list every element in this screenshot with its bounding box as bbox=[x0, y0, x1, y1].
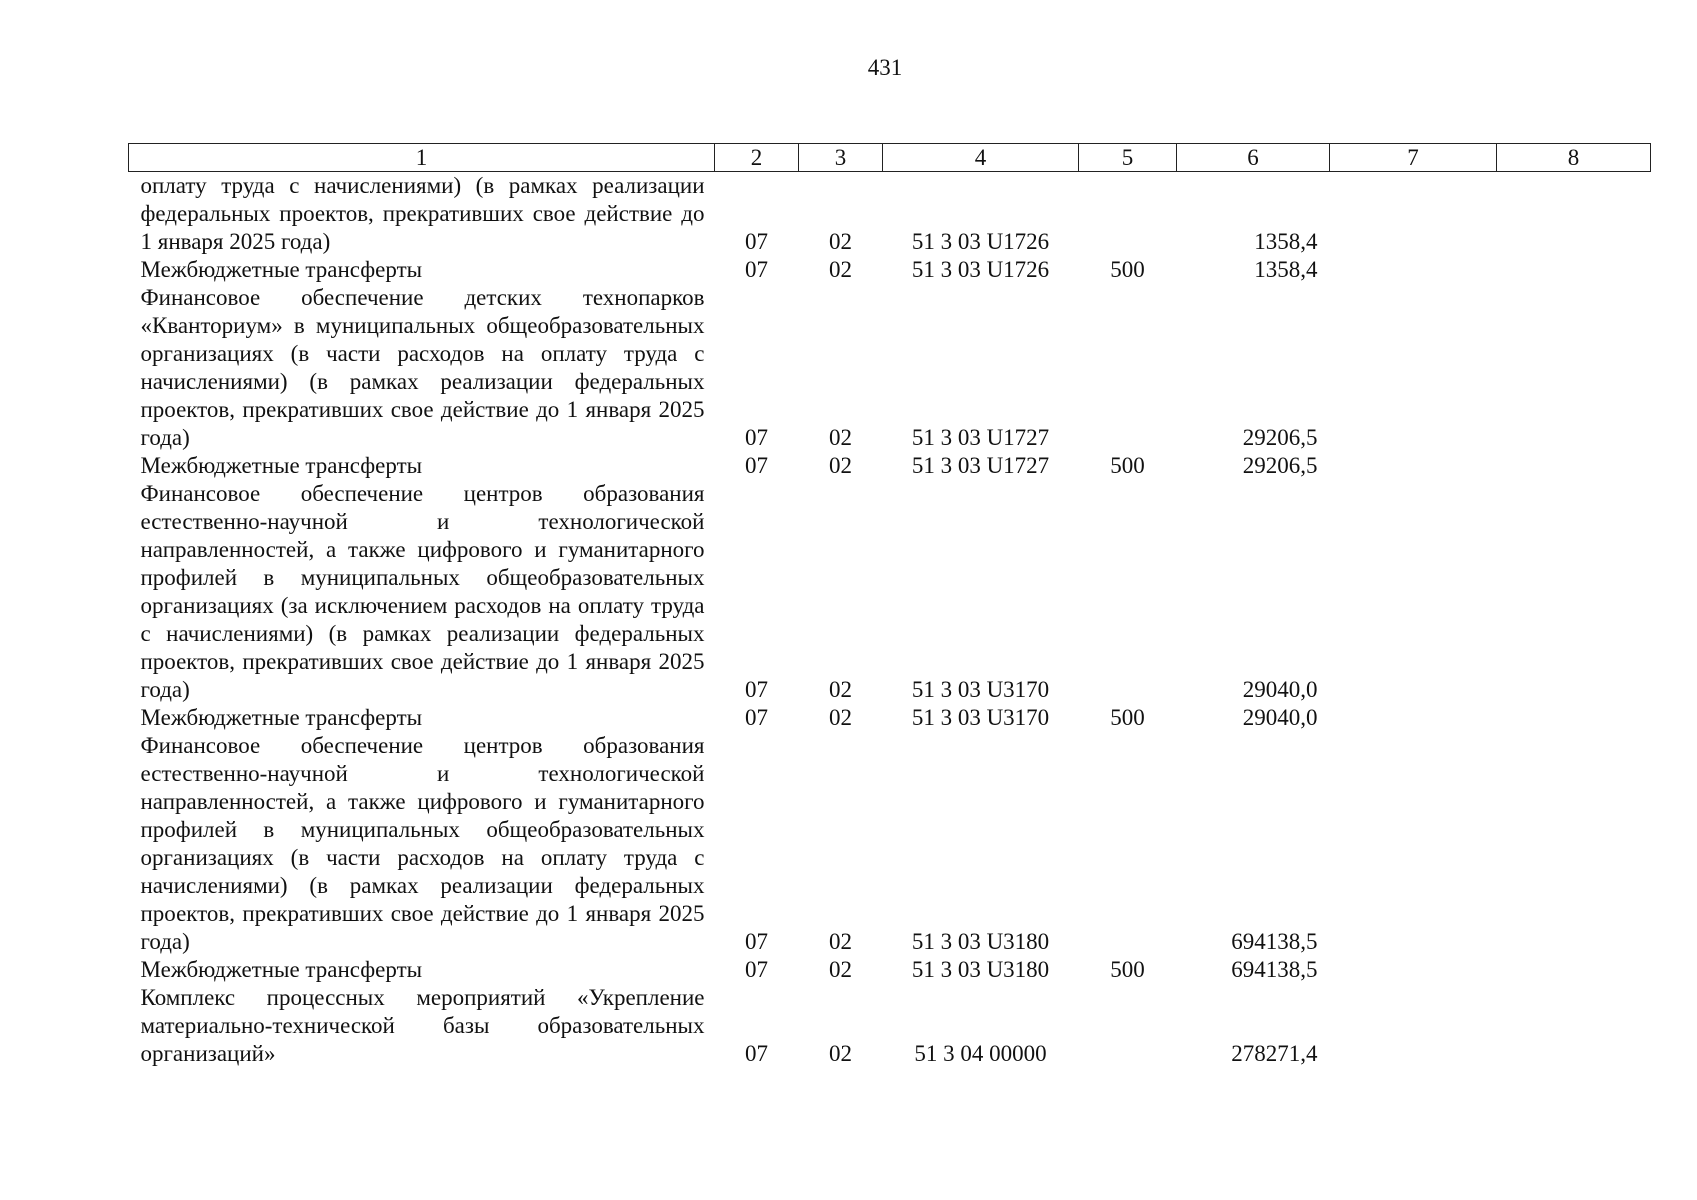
row-expense-type: 500 bbox=[1110, 705, 1145, 730]
row-target-article: 51 3 03 U3180 bbox=[911, 929, 1050, 954]
row-col7 bbox=[1330, 956, 1497, 984]
row-col8 bbox=[1497, 704, 1651, 732]
row-amount: 1358,4 bbox=[1254, 229, 1318, 254]
row-col8 bbox=[1497, 956, 1651, 984]
row-section: 07 bbox=[745, 1041, 768, 1066]
row-section: 07 bbox=[745, 229, 768, 254]
row-col7 bbox=[1330, 984, 1497, 1068]
row-col7 bbox=[1330, 732, 1497, 956]
row-col8 bbox=[1497, 256, 1651, 284]
row-expense-type bbox=[1079, 172, 1177, 257]
table-row bbox=[129, 704, 1651, 732]
column-header-5: 5 bbox=[1079, 144, 1177, 172]
row-section: 07 bbox=[745, 453, 768, 478]
table-body bbox=[129, 172, 1651, 1069]
row-expense-type: 500 bbox=[1110, 453, 1145, 478]
row-col7 bbox=[1330, 704, 1497, 732]
column-header-1: 1 bbox=[129, 144, 715, 172]
row-target-article: 51 3 03 U3170 bbox=[911, 705, 1050, 730]
row-subsection: 02 bbox=[829, 257, 852, 282]
row-target-article: 51 3 03 U3170 bbox=[911, 677, 1050, 702]
row-section: 07 bbox=[745, 677, 768, 702]
row-amount: 694138,5 bbox=[1231, 929, 1318, 954]
row-subsection: 02 bbox=[829, 425, 852, 450]
row-col7 bbox=[1330, 284, 1497, 452]
row-col8 bbox=[1497, 984, 1651, 1068]
column-header-3: 3 bbox=[799, 144, 883, 172]
row-amount: 29206,5 bbox=[1242, 425, 1318, 450]
table-row bbox=[129, 172, 1651, 257]
row-expense-type bbox=[1079, 732, 1177, 956]
row-subsection: 02 bbox=[829, 929, 852, 954]
table-row bbox=[129, 256, 1651, 284]
row-subsection: 02 bbox=[829, 453, 852, 478]
page-number: 431 bbox=[867, 55, 903, 80]
row-amount: 278271,4 bbox=[1231, 1041, 1318, 1066]
column-header-8: 8 bbox=[1497, 144, 1651, 172]
row-amount: 29040,0 bbox=[1242, 705, 1318, 730]
row-subsection: 02 bbox=[829, 705, 852, 730]
row-target-article: 51 3 03 U1727 bbox=[911, 453, 1050, 478]
row-col8 bbox=[1497, 284, 1651, 452]
row-name: Межбюджетные трансферты bbox=[140, 705, 423, 730]
column-header-6: 6 bbox=[1177, 144, 1330, 172]
row-section: 07 bbox=[745, 929, 768, 954]
row-amount: 1358,4 bbox=[1254, 257, 1318, 282]
row-col8 bbox=[1497, 480, 1651, 704]
row-expense-type bbox=[1079, 984, 1177, 1068]
row-subsection: 02 bbox=[829, 957, 852, 982]
row-expense-type: 500 bbox=[1110, 257, 1145, 282]
row-name: Межбюджетные трансферты bbox=[140, 257, 423, 282]
table-row bbox=[129, 984, 1651, 1068]
table-row bbox=[129, 732, 1651, 956]
row-target-article: 51 3 03 U3180 bbox=[911, 957, 1050, 982]
column-header-4: 4 bbox=[883, 144, 1079, 172]
table-header bbox=[129, 144, 1651, 172]
row-subsection: 02 bbox=[829, 229, 852, 254]
row-subsection: 02 bbox=[829, 1041, 852, 1066]
header-row bbox=[129, 144, 1651, 172]
row-col8 bbox=[1497, 732, 1651, 956]
row-expense-type bbox=[1079, 284, 1177, 452]
row-name: Финансовое обеспечение центров образования естественно-научной и технологической направленностей, а также цифрового и гуманитарного профилей в муниципальных общеобразовательных организациях (за исключением расходов на оплату труда с начислениями) (в рамках реализации федеральных проектов, прекративших свое действие до 1 января 2025 года) bbox=[140, 481, 705, 702]
table-row bbox=[129, 452, 1651, 480]
table-row bbox=[129, 284, 1651, 452]
row-col8 bbox=[1497, 452, 1651, 480]
row-section: 07 bbox=[745, 425, 768, 450]
budget-table bbox=[128, 143, 1651, 1068]
row-subsection: 02 bbox=[829, 677, 852, 702]
row-name: Комплекс процессных мероприятий «Укрепление материально-технической базы образовательных организаций» bbox=[140, 985, 705, 1066]
row-name: оплату труда с начислениями) (в рамках реализации федеральных проектов, прекративших свое действие до 1 января 2025 года) bbox=[140, 173, 705, 254]
row-expense-type: 500 bbox=[1110, 957, 1145, 982]
column-header-7: 7 bbox=[1330, 144, 1497, 172]
row-target-article: 51 3 03 U1726 bbox=[911, 229, 1050, 254]
row-name: Финансовое обеспечение центров образования естественно-научной и технологической направленностей, а также цифрового и гуманитарного профилей в муниципальных общеобразовательных организациях (в части расходов на оплату труда с начислениями) (в рамках реализации федеральных проектов, прекративших свое действие до 1 января 2025 года) bbox=[140, 733, 705, 954]
row-col7 bbox=[1330, 480, 1497, 704]
row-target-article: 51 3 04 00000 bbox=[914, 1041, 1047, 1066]
row-section: 07 bbox=[745, 705, 768, 730]
column-header-2: 2 bbox=[715, 144, 799, 172]
row-col7 bbox=[1330, 172, 1497, 257]
row-amount: 694138,5 bbox=[1231, 957, 1318, 982]
row-name: Финансовое обеспечение детских технопарков «Кванториум» в муниципальных общеобразовательных организациях (в части расходов на оплату труда с начислениями) (в рамках реализации федеральных проектов, прекративших свое действие до 1 января 2025 года) bbox=[140, 285, 705, 450]
table-row bbox=[129, 956, 1651, 984]
row-expense-type bbox=[1079, 480, 1177, 704]
row-amount: 29206,5 bbox=[1242, 453, 1318, 478]
row-name: Межбюджетные трансферты bbox=[140, 453, 423, 478]
row-section: 07 bbox=[745, 957, 768, 982]
row-col7 bbox=[1330, 452, 1497, 480]
row-name: Межбюджетные трансферты bbox=[140, 957, 423, 982]
row-col7 bbox=[1330, 256, 1497, 284]
row-target-article: 51 3 03 U1727 bbox=[911, 425, 1050, 450]
table-row bbox=[129, 480, 1651, 704]
row-target-article: 51 3 03 U1726 bbox=[911, 257, 1050, 282]
row-col8 bbox=[1497, 172, 1651, 257]
row-section: 07 bbox=[745, 257, 768, 282]
row-amount: 29040,0 bbox=[1242, 677, 1318, 702]
